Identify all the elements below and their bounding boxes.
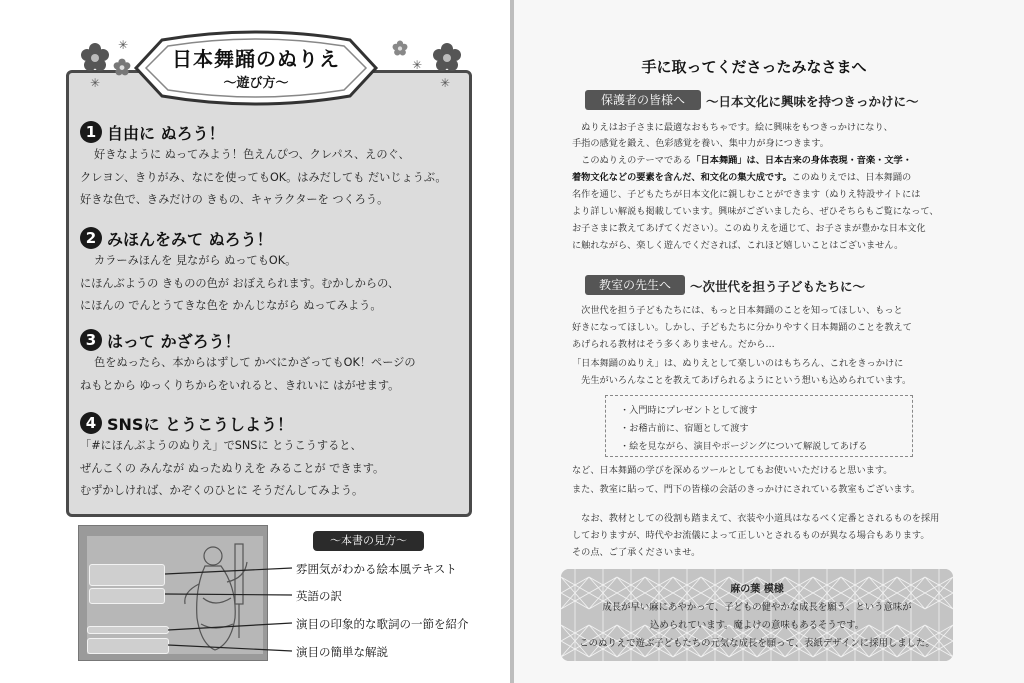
- section-text: 好きな色で、きみだけの きもの、キャラクターを つくろう。: [80, 193, 389, 206]
- parents-line: に触れながら、楽しく遊んでくだされば、これほど嬉しいことはございません。: [572, 240, 904, 251]
- section-number: 1: [80, 121, 102, 143]
- teachers-line: 次世代を担う子どもたちには、もっと日本舞踊のことを知ってほしい、もっと: [572, 305, 903, 316]
- parents-pill: 保護者の皆様へ: [585, 90, 701, 110]
- section-text: カラーみほんを 見ながら ぬってもOK。: [94, 254, 297, 267]
- section-title: 自由に ぬろう！: [107, 123, 225, 143]
- section-text: 好きなように ぬってみよう！色えんぴつ、クレパス、えのぐ、: [94, 148, 410, 161]
- section-text: 色をぬったら、本からはずして かべにかざってもOK！ページの: [94, 356, 416, 369]
- section-text: クレヨン、きりがみ、なにを使ってもOK。はみだしても だいじょうぶ。: [80, 170, 447, 184]
- banner-subtitle: 〜遊び方〜: [223, 76, 289, 91]
- teachers-line: 先生がいろんなことを教えてあげられるようにという想いも込められています。: [572, 375, 912, 386]
- sparkle-icon: ✳: [118, 38, 129, 52]
- asanoha-line: 込められています。魔よけの意味もあるそうです。: [649, 620, 865, 631]
- parents-subtitle: 〜日本文化に興味を持つきっかけに〜: [706, 94, 919, 109]
- parents-line: 手指の感覚を鍛え、色彩感覚を養い、集中力が身につきます。: [572, 138, 829, 149]
- guide-leader-lines: [0, 0, 510, 683]
- section-title: みほんをみて ぬろう！: [107, 229, 273, 249]
- section-number: 3: [80, 329, 102, 351]
- teachers-after-line: など、日本舞踊の学びを深めるツールとしてもお使いいただけると思います。: [572, 465, 893, 476]
- usage-bullet: ・お稽古前に、宿題として渡す: [620, 423, 749, 434]
- teachers-line: 好きになってほしい。しかし、子どもたちに分かりやすく日本舞踊のことを教えて: [572, 322, 912, 333]
- section-number: 4: [80, 412, 102, 434]
- usage-bullet: ・入門時にプレゼントとして渡す: [620, 405, 758, 416]
- asanoha-title: 麻の葉 模様: [730, 584, 784, 595]
- note-line: その点、ご了承くださいませ。: [572, 547, 701, 558]
- section-text: にほんの でんとうてきな色を かんじながら ぬってみよう。: [80, 299, 382, 312]
- section-text: ぜんこくの みんなが ぬったぬりえを みることが できます。: [80, 461, 385, 475]
- parents-line: より詳しい解説も掲載しています。興味がございましたら、ぜひそちらもご覧になって、: [572, 206, 939, 217]
- note-line: しておりますが、時代やお流儀によって正しいとされるものが異なる場合もあります。: [572, 530, 930, 541]
- section-text: にほんぶようの きものの色が おぼえられます。むかしからの、: [80, 276, 400, 290]
- asanoha-line: 成長が早い麻にあやかって、子どもの健やかな成長を願う、という意味が: [602, 602, 912, 613]
- sparkle-icon: ✳: [440, 76, 451, 90]
- guide-label-description: 演目の簡単な解説: [296, 645, 388, 659]
- guide-label-translation: 英語の訳: [296, 589, 342, 603]
- section-number: 2: [80, 227, 102, 249]
- sparkle-icon: ✳: [90, 76, 101, 90]
- asanoha-line: このぬりえで遊ぶ子どもたちの元気な成長を願って、表紙デザインに採用しました。: [579, 638, 935, 649]
- left-page: [0, 0, 510, 683]
- sparkle-icon: ✳: [412, 58, 423, 72]
- teachers-line: あげられる教材はそう多くありません。だから…: [572, 339, 775, 350]
- guide-label-lyrics: 演目の印象的な歌詞の一節を紹介: [296, 617, 469, 631]
- teachers-pill: 教室の先生へ: [585, 275, 685, 295]
- guide-label-text: 雰囲気がわかる絵本風テキスト: [296, 562, 457, 576]
- parents-line: このぬりえのテーマである「日本舞踊」は、日本古来の身体表現・音楽・文学・: [572, 155, 912, 166]
- parents-line: 着物文化などの要素を含んだ、和文化の集大成です。このぬりえでは、日本舞踊の: [572, 172, 912, 183]
- parents-line: 名作を通じ、子どもたちが日本文化に親しむことができます（ぬりえ特設サイトには: [572, 189, 921, 200]
- parents-line: お子さまに教えてあげてください）。このぬりえを通じて、お子さまが豊かな日本文化: [572, 223, 926, 234]
- teachers-after-line: また、教室に貼って、門下の皆様の会話のきっかけにされている教室もございます。: [572, 484, 921, 495]
- parents-line: ぬりえはお子さまに最適なおもちゃです。絵に興味をもつきっかけになり、: [572, 122, 893, 133]
- section-text: むずかしければ、かぞくのひとに そうだんしてみよう。: [80, 484, 364, 497]
- teachers-subtitle: 〜次世代を担う子どもたちに〜: [690, 279, 866, 294]
- note-line: なお、教材としての役割も踏まえて、衣装や小道具はなるべく定番とされるものを採用: [572, 513, 940, 524]
- message-title: 手に取ってくださったみなさまへ: [641, 58, 867, 76]
- teachers-line: 「日本舞踊のぬりえ」は、ぬりえとして楽しいのはもちろん、これをきっかけに: [572, 358, 904, 369]
- section-text: 「#にほんぶようのぬりえ」でSNSに とうこうすると、: [80, 439, 362, 452]
- section-title: SNSに とうこうしよう！: [107, 414, 294, 434]
- guide-heading: 〜本書の見方〜: [313, 531, 424, 551]
- usage-bullet: ・絵を見ながら、演目やポージングについて解説してあげる: [620, 441, 868, 452]
- section-text: ねもとから ゆっくりちからをいれると、きれいに はがせます。: [80, 378, 400, 392]
- section-title: はって かざろう！: [107, 331, 241, 351]
- banner-title: 日本舞踊のぬりえ: [172, 47, 340, 71]
